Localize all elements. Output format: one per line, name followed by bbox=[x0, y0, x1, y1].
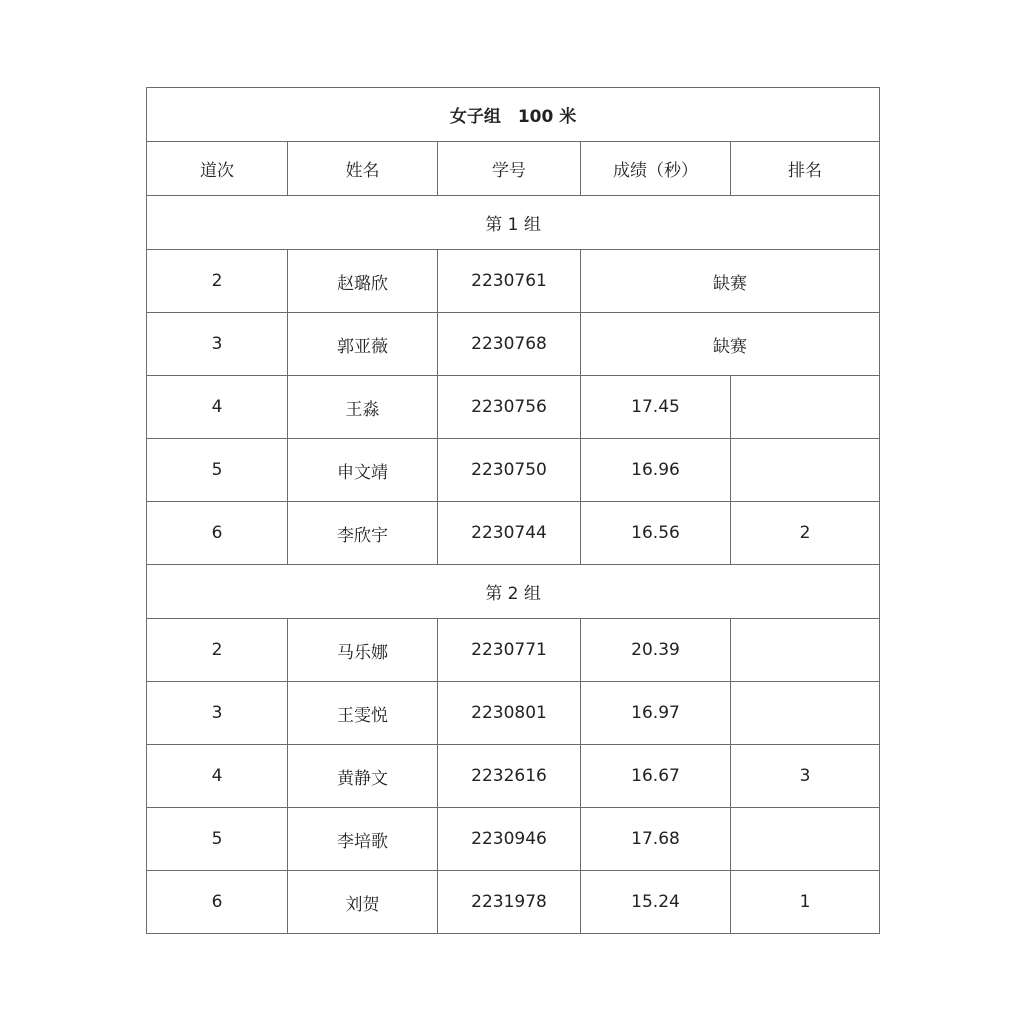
cell-name: 赵璐欣 bbox=[288, 250, 438, 313]
table-row bbox=[147, 871, 880, 934]
cell-score: 16.67 bbox=[581, 745, 731, 808]
header-rank: 排名 bbox=[731, 142, 880, 196]
cell-score: 缺赛 bbox=[581, 313, 880, 376]
cell-name: 郭亚薇 bbox=[288, 313, 438, 376]
header-score: 成绩（秒） bbox=[581, 142, 731, 196]
cell-score: 16.96 bbox=[581, 439, 731, 502]
table-row bbox=[147, 808, 880, 871]
cell-id: 2230761 bbox=[438, 250, 581, 313]
cell-lane: 2 bbox=[147, 250, 288, 313]
cell-lane: 3 bbox=[147, 682, 288, 745]
table-row bbox=[147, 502, 880, 565]
cell-score: 15.24 bbox=[581, 871, 731, 934]
group-label: 第 1 组 bbox=[147, 196, 880, 250]
group-row bbox=[147, 565, 880, 619]
table-row bbox=[147, 682, 880, 745]
cell-lane: 5 bbox=[147, 808, 288, 871]
cell-id: 2230744 bbox=[438, 502, 581, 565]
cell-rank bbox=[731, 808, 880, 871]
cell-name: 黄静文 bbox=[288, 745, 438, 808]
table-row bbox=[147, 376, 880, 439]
cell-lane: 4 bbox=[147, 745, 288, 808]
cell-score: 17.68 bbox=[581, 808, 731, 871]
header-name: 姓名 bbox=[288, 142, 438, 196]
cell-lane: 6 bbox=[147, 871, 288, 934]
table-row bbox=[147, 439, 880, 502]
cell-score: 16.97 bbox=[581, 682, 731, 745]
table-row bbox=[147, 250, 880, 313]
cell-rank: 1 bbox=[731, 871, 880, 934]
cell-id: 2230768 bbox=[438, 313, 581, 376]
cell-lane: 3 bbox=[147, 313, 288, 376]
cell-id: 2230756 bbox=[438, 376, 581, 439]
cell-rank bbox=[731, 376, 880, 439]
cell-score: 17.45 bbox=[581, 376, 731, 439]
table-row bbox=[147, 745, 880, 808]
cell-rank: 3 bbox=[731, 745, 880, 808]
cell-name: 王雯悦 bbox=[288, 682, 438, 745]
cell-rank: 2 bbox=[731, 502, 880, 565]
cell-score: 缺赛 bbox=[581, 250, 880, 313]
title-row bbox=[147, 88, 880, 142]
cell-name: 李培歌 bbox=[288, 808, 438, 871]
group-row bbox=[147, 196, 880, 250]
cell-lane: 6 bbox=[147, 502, 288, 565]
cell-id: 2230801 bbox=[438, 682, 581, 745]
table-row bbox=[147, 313, 880, 376]
group-label: 第 2 组 bbox=[147, 565, 880, 619]
cell-id: 2231978 bbox=[438, 871, 581, 934]
cell-id: 2230771 bbox=[438, 619, 581, 682]
cell-id: 2230946 bbox=[438, 808, 581, 871]
cell-score: 20.39 bbox=[581, 619, 731, 682]
cell-score: 16.56 bbox=[581, 502, 731, 565]
header-id: 学号 bbox=[438, 142, 581, 196]
cell-name: 马乐娜 bbox=[288, 619, 438, 682]
cell-rank bbox=[731, 619, 880, 682]
cell-name: 李欣宇 bbox=[288, 502, 438, 565]
cell-name: 王淼 bbox=[288, 376, 438, 439]
cell-rank bbox=[731, 682, 880, 745]
cell-name: 刘贺 bbox=[288, 871, 438, 934]
cell-lane: 5 bbox=[147, 439, 288, 502]
header-lane: 道次 bbox=[147, 142, 288, 196]
cell-lane: 2 bbox=[147, 619, 288, 682]
table-row bbox=[147, 619, 880, 682]
cell-id: 2232616 bbox=[438, 745, 581, 808]
header-row bbox=[147, 142, 880, 196]
table-title: 女子组 100 米 bbox=[147, 88, 880, 142]
cell-id: 2230750 bbox=[438, 439, 581, 502]
cell-rank bbox=[731, 439, 880, 502]
cell-lane: 4 bbox=[147, 376, 288, 439]
cell-name: 申文靖 bbox=[288, 439, 438, 502]
results-table bbox=[146, 87, 880, 934]
